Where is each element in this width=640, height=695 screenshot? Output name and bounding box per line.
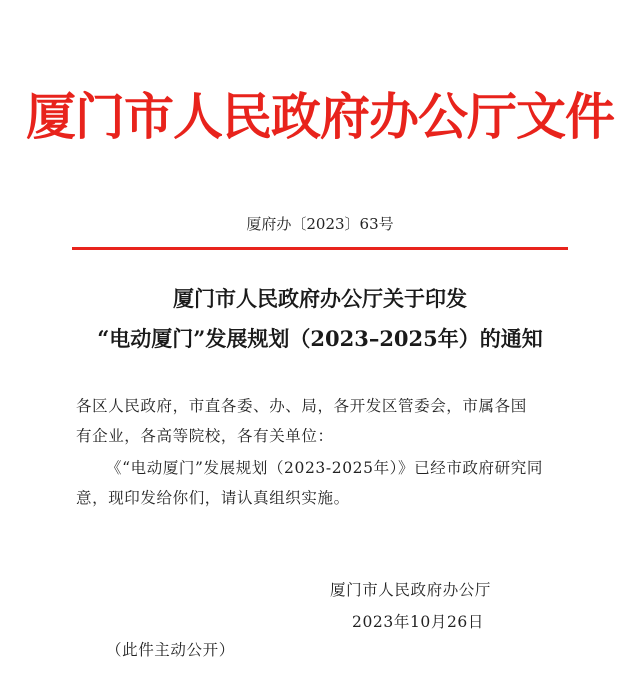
issuing-office: 厦门市人民政府办公厅 xyxy=(330,581,492,599)
body-paragraph-line-2: 意，现印发给你们，请认真组织实施。 xyxy=(76,489,350,507)
masthead-title: 厦门市人民政府办公厅文件 xyxy=(26,87,614,146)
addressee-line-1: 各区人民政府，市直各委、办、局，各开发区管委会，市属各国 xyxy=(76,397,527,415)
notice-title-line-2: “电动厦门”发展规划（2023–2025年）的通知 xyxy=(97,326,543,351)
issue-date: 2023年10月26日 xyxy=(352,613,484,631)
body-paragraph-line-1: 《“电动厦门”发展规划（2023-2025年）》已经市政府研究同 xyxy=(106,459,543,477)
public-disclosure-note: （此件主动公开） xyxy=(106,641,235,659)
document-number: 厦府办〔2023〕63号 xyxy=(246,215,394,233)
addressee-line-2: 有企业，各高等院校，各有关单位： xyxy=(76,427,334,445)
red-separator-line xyxy=(72,247,568,250)
notice-title-line-1: 厦门市人民政府办公厅关于印发 xyxy=(173,286,467,311)
